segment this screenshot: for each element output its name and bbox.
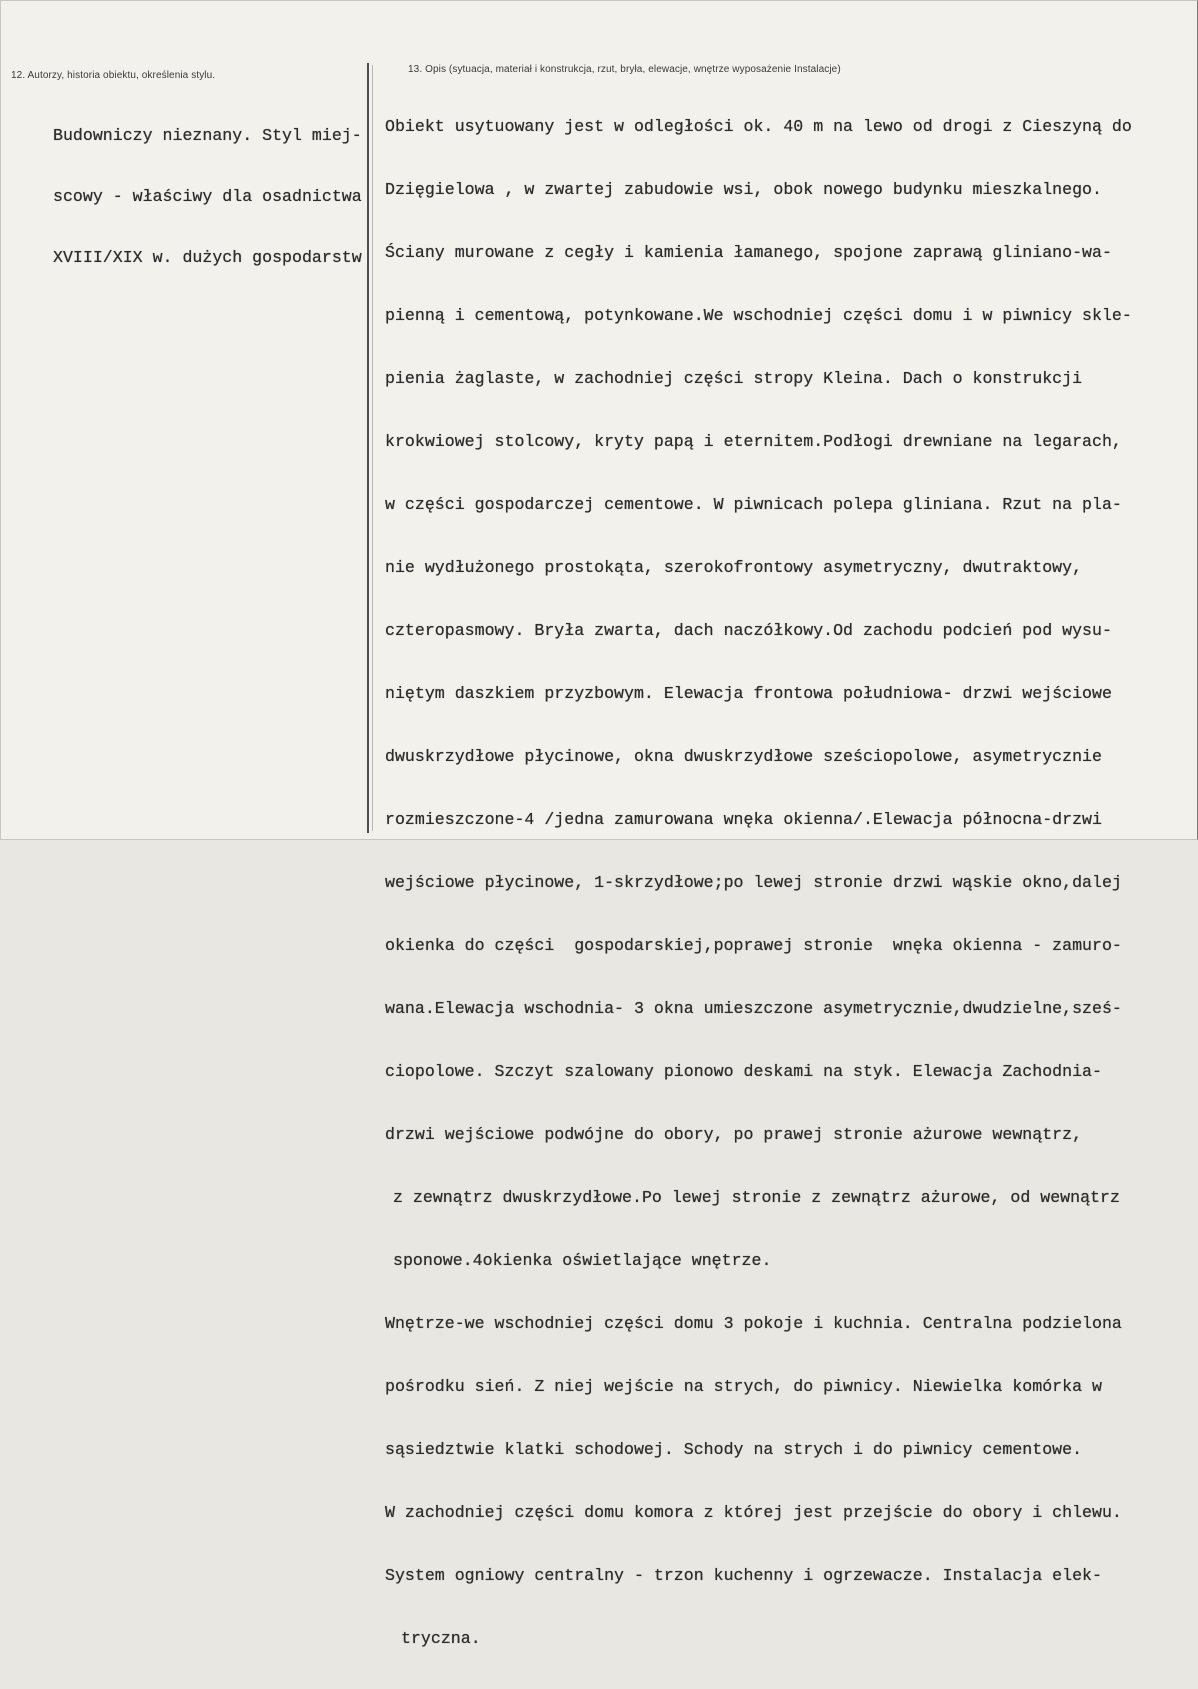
text-line: Wnętrze-we wschodniej części domu 3 pokoje i kuchnia. Centralna podzielona bbox=[385, 1314, 1122, 1333]
text-line: Dzięgielowa , w zwartej zabudowie wsi, obok nowego budynku mieszkalnego. bbox=[385, 180, 1102, 199]
text-line: okienka do części gospodarskiej,poprawej stronie wnęka okienna - zamuro- bbox=[385, 936, 1122, 955]
text-line: ciopolowe. Szczyt szalowany pionowo deskami na styk. Elewacja Zachodnia- bbox=[385, 1062, 1102, 1081]
field-12-label: 12. Autorzy, historia obiektu, określenia stylu. bbox=[11, 70, 216, 81]
text-line: System ogniowy centralny - trzon kuchenny i ogrzewacze. Instalacja elek- bbox=[385, 1566, 1102, 1585]
authors-history-style-text bbox=[53, 86, 366, 307]
text-line: tryczna. bbox=[401, 1629, 481, 1648]
text-line: rozmieszczone-4 /jedna zamurowana wnęka okienna/.Elewacja północna-drzwi bbox=[385, 810, 1102, 829]
text-line: Budowniczy nieznany. Styl miej- bbox=[53, 126, 362, 145]
text-line: z zewnątrz dwuskrzydłowe.Po lewej stronie z zewnątrz ażurowe, od wewnątrz bbox=[393, 1188, 1120, 1207]
text-line: pienia żaglaste, w zachodniej części stropy Kleina. Dach o konstrukcji bbox=[385, 369, 1083, 388]
description-text bbox=[385, 76, 1185, 1689]
field-13-label: 13. Opis (sytuacja, materiał i konstrukcja, rzut, bryła, elewacje, wnętrze wyposażenie Instalacje) bbox=[408, 64, 841, 75]
text-line: krokwiowej stolcowy, kryty papą i eternitem.Podłogi drewniane na legarach, bbox=[385, 432, 1122, 451]
text-line: scowy - właściwy dla osadnictwa bbox=[53, 187, 362, 206]
text-line: sąsiedztwie klatki schodowej. Schody na strych i do piwnicy cementowe. bbox=[385, 1440, 1083, 1459]
text-line: niętym daszkiem przyzbowym. Elewacja frontowa południowa- drzwi wejściowe bbox=[385, 684, 1112, 703]
text-line: wana.Elewacja wschodnia- 3 okna umieszczone asymetrycznie,dwudzielne,sześ- bbox=[385, 999, 1122, 1018]
text-line: W zachodniej części domu komora z której jest przejście do obory i chlewu. bbox=[385, 1503, 1122, 1522]
text-line: wejściowe płycinowe, 1-skrzydłowe;po lewej stronie drzwi wąskie okno,dalej bbox=[385, 873, 1122, 892]
text-line: pienną i cementową, potynkowane.We wschodniej części domu i w piwnicy skle- bbox=[385, 306, 1132, 325]
text-line: drzwi wejściowe podwójne do obory, po prawej stronie ażurowe wewnątrz, bbox=[385, 1125, 1083, 1144]
text-line: pośrodku sień. Z niej wejście na strych, do piwnicy. Niewielka komórka w bbox=[385, 1377, 1102, 1396]
column-divider bbox=[367, 63, 369, 833]
column-divider-shadow bbox=[372, 65, 373, 831]
text-line: czteropasmowy. Bryła zwarta, dach naczółkowy.Od zachodu podcień pod wysu- bbox=[385, 621, 1112, 640]
text-line: w części gospodarczej cementowe. W piwnicach polepa gliniana. Rzut na pla- bbox=[385, 495, 1122, 514]
text-line: XVIII/XIX w. dużych gospodarstw bbox=[53, 248, 362, 267]
text-line: Ściany murowane z cegły i kamienia łamanego, spojone zaprawą gliniano-wa- bbox=[385, 243, 1112, 262]
text-line: nie wydłużonego prostokąta, szerokofrontowy asymetryczny, dwutraktowy, bbox=[385, 558, 1083, 577]
text-line: Obiekt usytuowany jest w odległości ok. 40 m na lewo od drogi z Cieszyną do bbox=[385, 117, 1132, 136]
text-line: sponowe.4okienka oświetlające wnętrze. bbox=[393, 1251, 772, 1270]
text-line: dwuskrzydłowe płycinowe, okna dwuskrzydłowe sześciopolowe, asymetrycznie bbox=[385, 747, 1102, 766]
